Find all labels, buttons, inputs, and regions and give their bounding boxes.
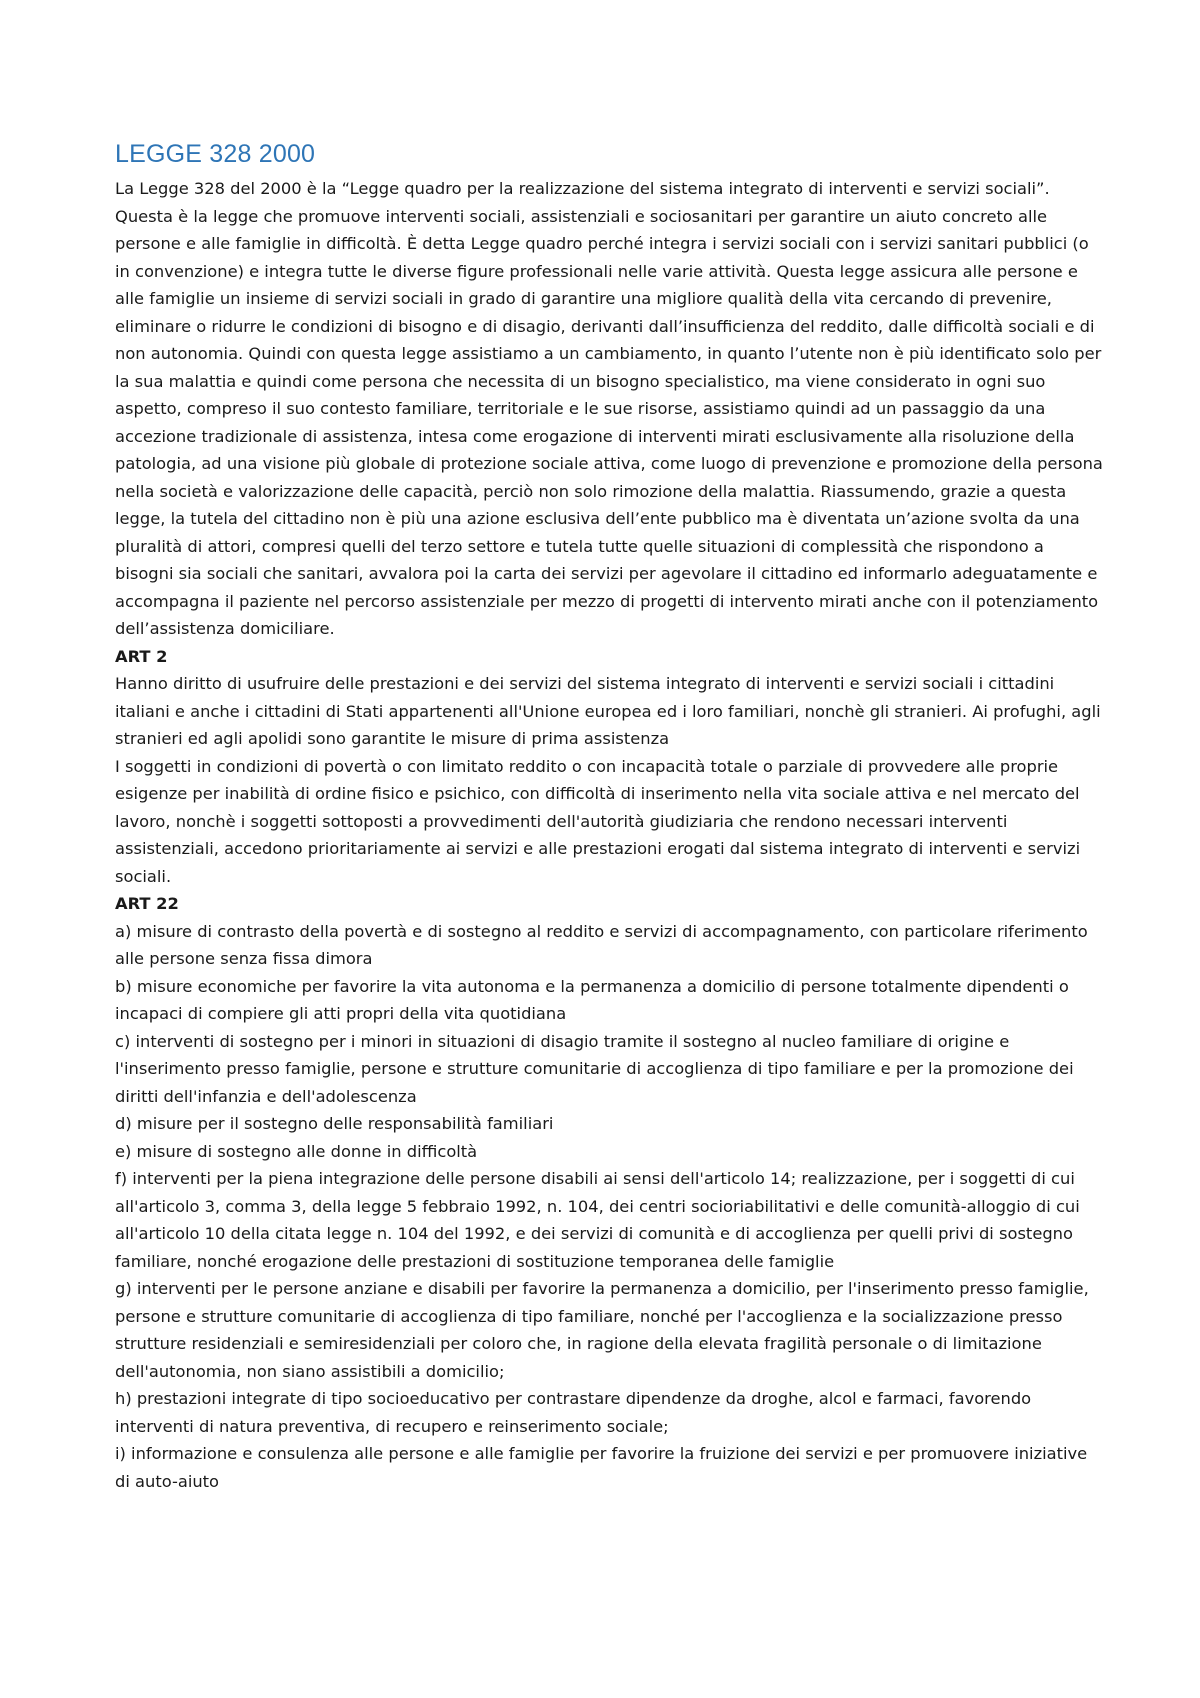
art22-item: d) misure per il sostegno delle responsabilità familiari: [115, 1114, 554, 1133]
intro-paragraph: La Legge 328 del 2000 è la “Legge quadro per la realizzazione del sistema integrato di interventi e servizi sociali”. Questa è la legge che promuove interventi sociali, assistenziali e sociosanitari per garantire un aiuto concreto alle persone e alle famiglie in difficoltà. È detta Legge quadro perché integra i servizi sociali con i servizi sanitari pubblici (o in convenzione) e integra tutte le diverse figure professionali nelle varie attività. Questa legge assicura alle persone e alle famiglie un insieme di servizi sociali in grado di garantire una migliore qualità della vita cercando di prevenire, eliminare o ridurre le condizioni di bisogno e di disagio, derivanti dall’insufficienza del reddito, dalle difficoltà sociali e di non autonomia. Quindi con questa legge assistiamo a un cambiamento, in quanto l’utente non è più identificato solo per la sua malattia e quindi come persona che necessita di un bisogno specialistico, ma viene considerato in ogni suo aspetto, compreso il suo contesto familiare, territoriale e le sue risorse, assistiamo quindi ad un passaggio da una accezione tradizionale di assistenza, intesa come erogazione di interventi mirati esclusivamente alla risoluzione della patologia, ad una visione più globale di protezione sociale attiva, come luogo di prevenzione e promozione della persona nella società e valorizzazione delle capacità, perciò non solo rimozione della malattia. Riassumendo, grazie a questa legge, la tutela del cittadino non è più una azione esclusiva dell’ente pubblico ma è diventata un’azione svolta da una pluralità di attori, compresi quelli del terzo settore e tutela tutte quelle situazioni di complessità che rispondono a bisogni sia sociali che sanitari, avvalora poi la carta dei servizi per agevolare il cittadino ed informarlo adeguatamente e accompagna il paziente nel percorso assistenziale per mezzo di progetti di intervento mirati anche con il potenziamento dell’assistenza domiciliare.: [115, 179, 1103, 638]
art22-item: h) prestazioni integrate di tipo socioeducativo per contrastare dipendenze da droghe, alcol e farmaci, favorendo interventi di natura preventiva, di recupero e reinserimento sociale;: [115, 1389, 1032, 1436]
art22-item: e) misure di sostegno alle donne in difficoltà: [115, 1141, 478, 1161]
art22-item: g) interventi per le persone anziane e disabili per favorire la permanenza a domicilio, per l'inserimento presso famiglie, persone e strutture comunitarie di accoglienza di tipo familiare, nonché per l'accoglienza e la socializzazione presso strutture residenziali e semiresidenziali per coloro che, in ragione della elevata fragilità personale o di limitazione dell'autonomia, non siano assistibili a domicilio;: [115, 1279, 1089, 1381]
art2-heading: ART 2: [115, 646, 168, 666]
art22-item: c) interventi di sostegno per i minori in situazioni di disagio tramite il sostegno al nucleo familiare di origine e l'inserimento presso famiglie, persone e strutture comunitarie di accoglienza di tipo familiare e per la promozione dei diritti dell'infanzia e dell'adolescenza: [115, 1031, 1074, 1106]
art22-heading: ART 22: [115, 894, 179, 913]
art22-item: f) interventi per la piena integrazione delle persone disabili ai sensi dell'articolo 14; realizzazione, per i soggetti di cui all'articolo 3, comma 3, della legge 5 febbraio 1992, n. 104, dei centri socioriabilitativi e delle comunità-alloggio di cui all'articolo 10 della citata legge n. 104 del 1992, e dei servizi di comunità e di accoglienza per quelli privi di sostegno familiare, nonché erogazione delle prestazioni di sostituzione temporanea delle famiglie: [115, 1169, 1080, 1271]
art2-paragraph: I soggetti in condizioni di povertà o con limitato reddito o con incapacità totale o parziale di provvedere alle proprie esigenze per inabilità di ordine fisico e psichico, con difficoltà di inserimento nella vita sociale attiva e nel mercato del lavoro, nonchè i soggetti sottoposti a provvedimenti dell'autorità giudiziaria che rendono necessari interventi assistenziali, accedono prioritariamente ai servizi e alle prestazioni erogati dal sistema integrato di interventi e servizi sociali.: [115, 756, 1081, 886]
art22-item: b) misure economiche per favorire la vita autonoma e la permanenza a domicilio di persone totalmente dipendenti o incapaci di compiere gli atti propri della vita quotidiana: [115, 976, 1069, 1023]
art22-item: i) informazione e consulenza alle persone e alle famiglie per favorire la fruizione dei servizi e per promuovere iniziative di auto-aiuto: [115, 1444, 1088, 1491]
document-title: LEGGE 328 2000: [115, 140, 316, 168]
document-page: [115, 140, 1105, 1495]
art2-paragraph: Hanno diritto di usufruire delle prestazioni e dei servizi del sistema integrato di interventi e servizi sociali i cittadini italiani e anche i cittadini di Stati appartenenti all'Unione europea ed i loro familiari, nonchè gli stranieri. Ai profughi, agli stranieri ed agli apolidi sono garantite le misure di prima assistenza: [115, 674, 1101, 748]
art22-item: a) misure di contrasto della povertà e di sostegno al reddito e servizi di accompagnamento, con particolare riferimento alle persone senza fissa dimora: [115, 921, 1088, 968]
